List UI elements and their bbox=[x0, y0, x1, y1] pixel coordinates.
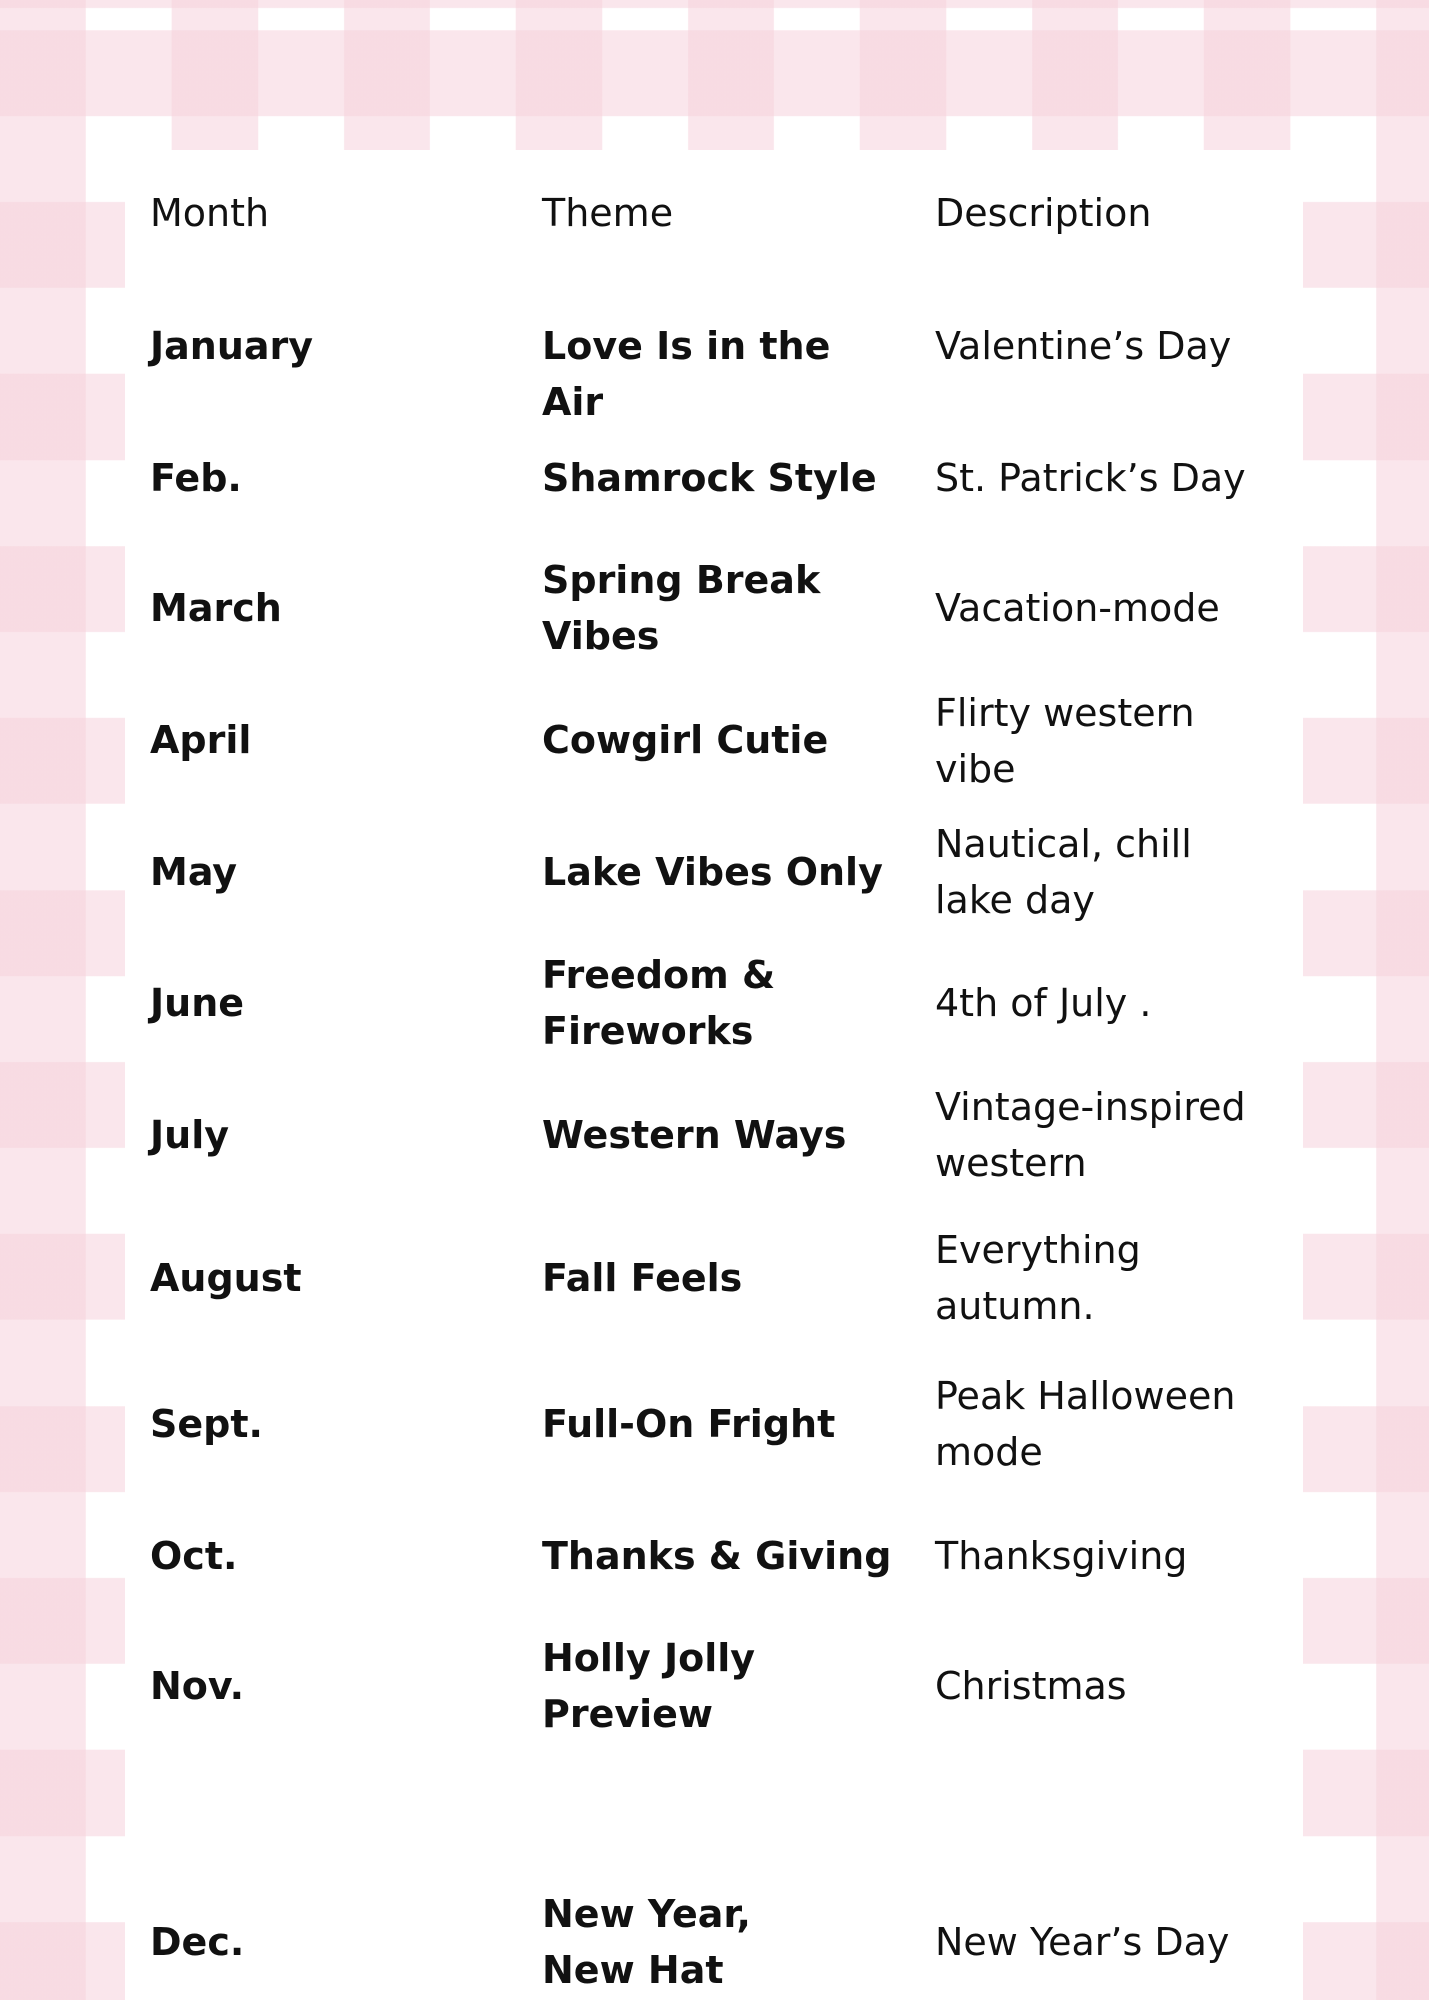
theme-cell: Cowgirl Cutie bbox=[542, 718, 829, 762]
header-month: Month bbox=[150, 191, 270, 235]
description-cell: Everything autumn. bbox=[935, 1228, 1141, 1328]
description-cell: Peak Halloween mode bbox=[935, 1374, 1236, 1474]
month-cell: April bbox=[150, 718, 252, 762]
description-cell: Christmas bbox=[935, 1664, 1127, 1708]
theme-table bbox=[125, 150, 1303, 2000]
description-cell: Thanksgiving bbox=[935, 1534, 1188, 1578]
theme-cell: Shamrock Style bbox=[542, 456, 877, 500]
header-theme: Theme bbox=[542, 191, 674, 235]
description-cell: Vacation-mode bbox=[935, 586, 1220, 630]
month-cell: August bbox=[150, 1256, 302, 1300]
description-cell: New Year’s Day bbox=[935, 1920, 1230, 1964]
month-cell: January bbox=[150, 324, 314, 368]
theme-cell: Love Is in the Air bbox=[542, 324, 831, 424]
month-cell: Oct. bbox=[150, 1534, 238, 1578]
description-cell: Vintage-inspired western bbox=[935, 1085, 1246, 1185]
month-cell: July bbox=[150, 1113, 229, 1157]
description-cell: Valentine’s Day bbox=[935, 324, 1232, 368]
month-cell: Feb. bbox=[150, 456, 242, 500]
theme-cell: New Year, New Hat bbox=[542, 1892, 751, 1992]
theme-cell: Lake Vibes Only bbox=[542, 850, 883, 894]
theme-cell: Western Ways bbox=[542, 1113, 847, 1157]
month-cell: June bbox=[150, 981, 245, 1025]
description-cell: Nautical, chill lake day bbox=[935, 822, 1192, 922]
theme-cell: Fall Feels bbox=[542, 1256, 743, 1300]
month-cell: Dec. bbox=[150, 1920, 245, 1964]
description-cell: Flirty western vibe bbox=[935, 691, 1195, 791]
theme-cell: Holly Jolly Preview bbox=[542, 1636, 756, 1736]
month-cell: March bbox=[150, 586, 282, 630]
theme-cell: Spring Break Vibes bbox=[542, 558, 821, 658]
theme-cell: Full-On Fright bbox=[542, 1402, 836, 1446]
theme-cell: Thanks & Giving bbox=[542, 1534, 892, 1578]
month-cell: Nov. bbox=[150, 1664, 245, 1708]
theme-cell: Freedom & Fireworks bbox=[542, 953, 776, 1053]
header-description: Description bbox=[935, 191, 1152, 235]
month-cell: May bbox=[150, 850, 238, 894]
description-cell: 4th of July . bbox=[935, 981, 1152, 1025]
description-cell: St. Patrick’s Day bbox=[935, 456, 1246, 500]
month-cell: Sept. bbox=[150, 1402, 263, 1446]
